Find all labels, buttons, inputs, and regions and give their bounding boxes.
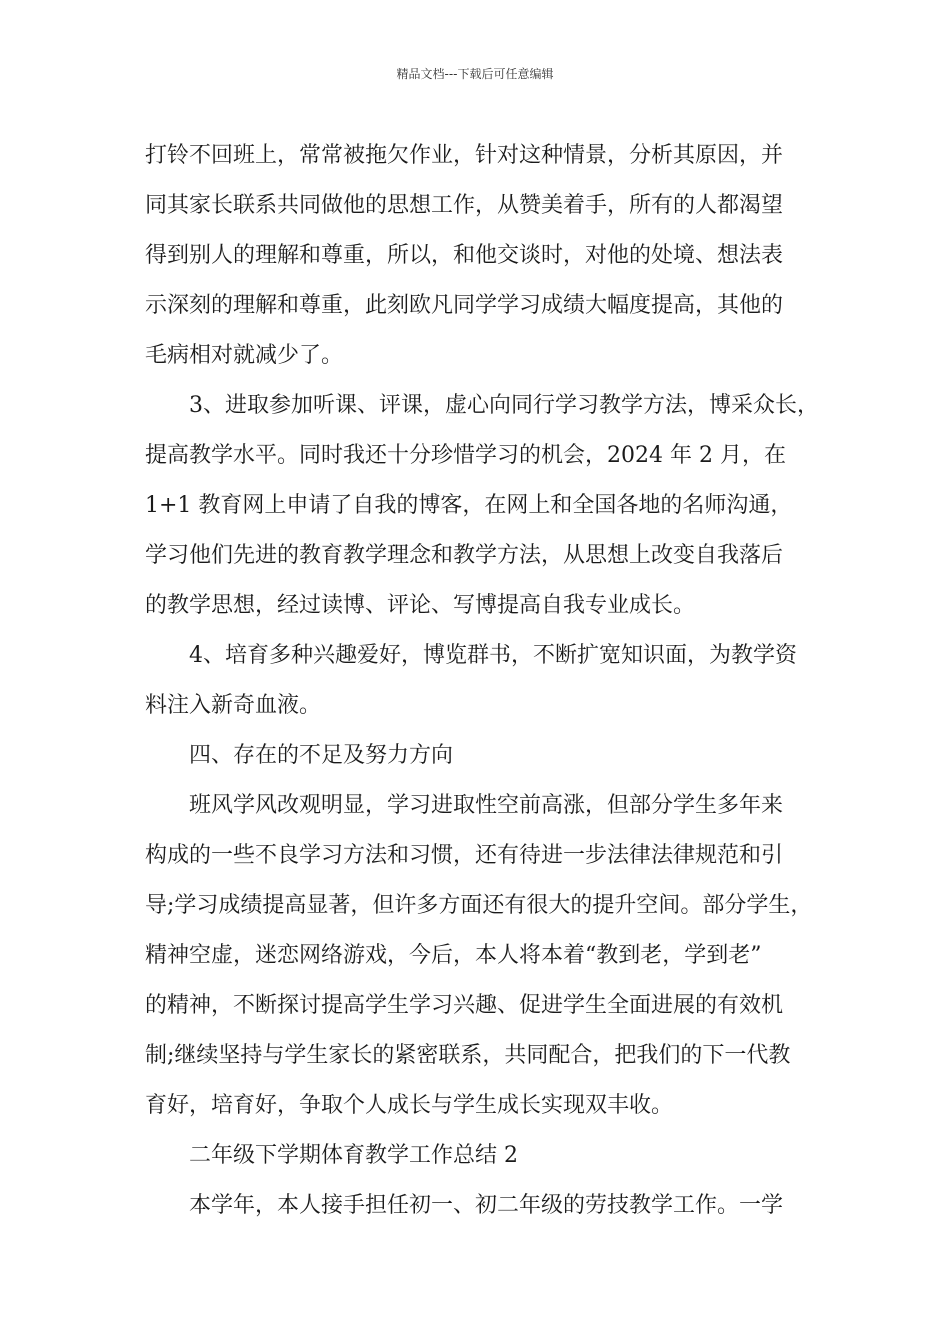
text-line: 构成的一些不良学习方法和习惯，还有待进一步法律法律规范和引: [145, 843, 784, 868]
section-heading: 四、存在的不足及努力方向: [189, 743, 454, 768]
text-line: 学习他们先进的教育教学理念和教学方法，从思想上改变自我落后: [145, 543, 784, 568]
text-line: 提高教学水平。同时我还十分珍惜学习的机会，2024 年 2 月，在: [145, 443, 786, 468]
page-header: 精品文档---下载后可任意编辑: [396, 67, 554, 81]
text-line: 导;学习成绩提高显著，但许多方面还有很大的提升空间。部分学生，: [145, 893, 813, 918]
document-title: 二年级下学期体育教学工作总结 2: [189, 1143, 518, 1168]
text-line: 1+1 教育网上申请了自我的博客，在网上和全国各地的名师沟通，: [145, 493, 793, 518]
text-line: 4、培育多种兴趣爱好，博览群书，不断扩宽知识面，为教学资: [189, 643, 797, 668]
document-body: [145, 131, 825, 1231]
text-line: 毛病相对就减少了。: [145, 343, 344, 368]
text-line: 班风学风改观明显，学习进取性空前高涨，但部分学生多年来: [189, 793, 784, 818]
text-line: 同其家长联系共同做他的思想工作，从赞美着手，所有的人都渴望: [145, 193, 784, 218]
text-line: 示深刻的理解和尊重，此刻欧凡同学学习成绩大幅度提高，其他的: [145, 293, 784, 318]
text-line: 得到别人的理解和尊重，所以，和他交谈时，对他的处境、想法表: [145, 243, 784, 268]
text-line: 制;继续坚持与学生家长的紧密联系，共同配合，把我们的下一代教: [145, 1043, 791, 1068]
text-line: 的精神，不断探讨提高学生学习兴趣、促进学生全面进展的有效机: [145, 993, 784, 1018]
text-line: 本学年，本人接手担任初一、初二年级的劳技教学工作。一学: [189, 1193, 784, 1218]
text-line: 3、进取参加听课、评课，虚心向同行学习教学方法，博采众长，: [189, 393, 819, 418]
text-line: 育好，培育好，争取个人成长与学生成长实现双丰收。: [145, 1093, 674, 1118]
text-line: 料注入新奇血液。: [145, 693, 322, 718]
text-line: 精神空虚，迷恋网络游戏，今后，本人将本着“教到老，学到老”: [145, 943, 762, 968]
text-line: 打铃不回班上，常常被拖欠作业，针对这种情景，分析其原因，并: [145, 143, 784, 168]
text-line: 的教学思想，经过读博、评论、写博提高自我专业成长。: [145, 593, 696, 618]
